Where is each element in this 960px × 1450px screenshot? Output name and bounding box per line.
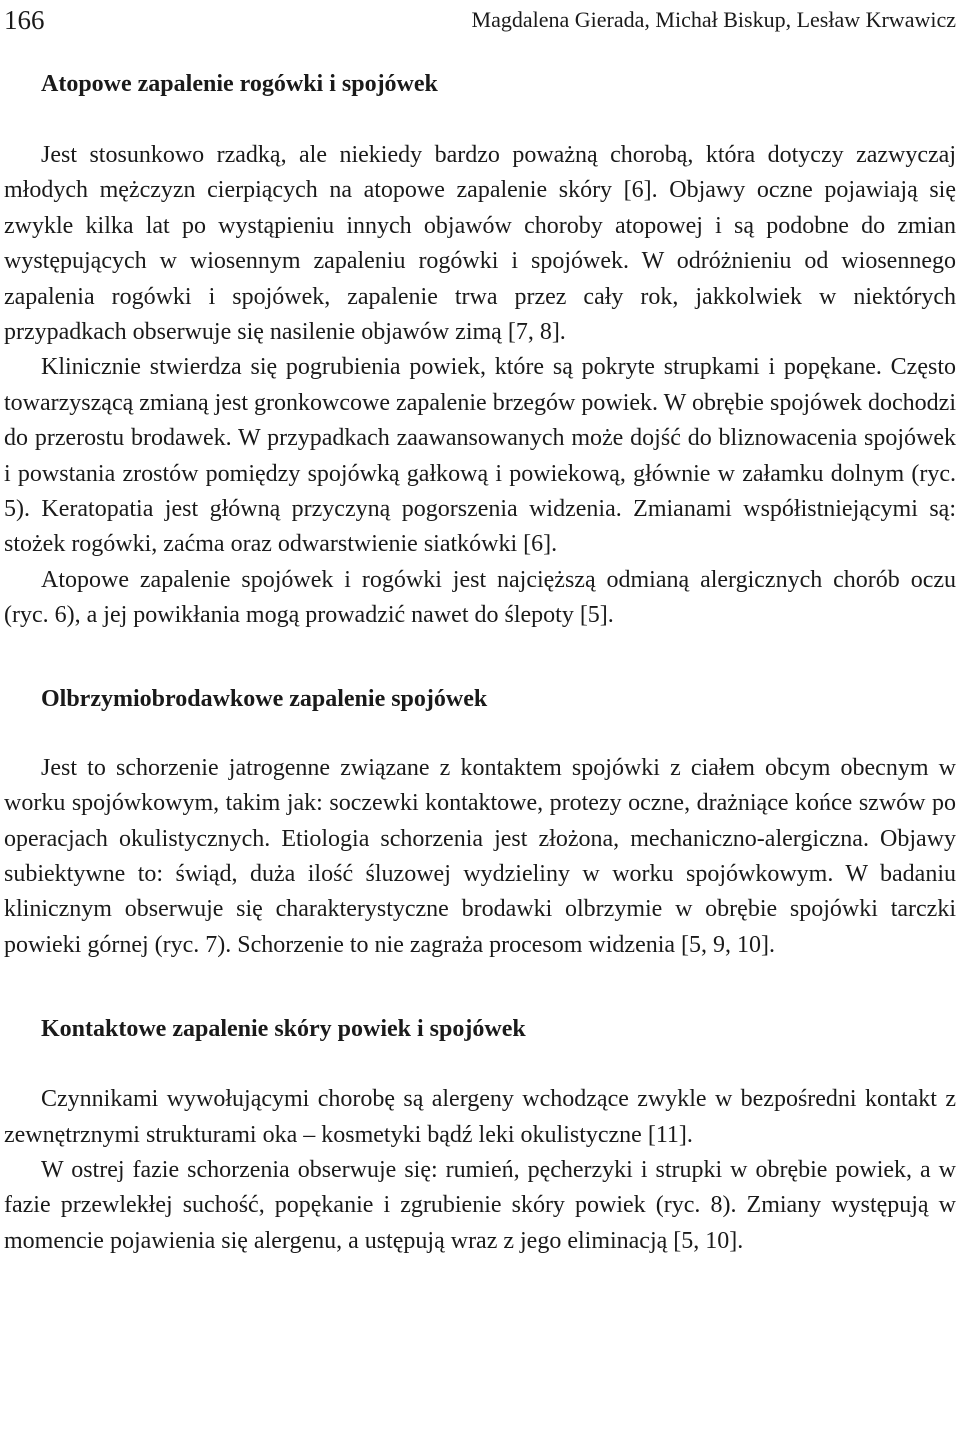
paragraph: Klinicznie stwierdza się pogrubienia powiek, które są pokryte strupkami i popękane. Często towarzyszącą zmianą jest gronkowcowe zapalenie brzegów powiek. W obrębie spojówek dochodzi do przerostu brodawek. W przypadkach zaawansowanych może dojść do bliznowacenia spojówek i powstania zrostów pomiędzy spojówką gałkową i powiekową, głównie w załamku dolnym (ryc. 5). Keratopatia jest główną przyczyną pogorszenia widzenia. Zmianami współistniejącymi są: stożek rogówki, zaćma oraz odwarstwienie siatkówki [6].: [4, 354, 956, 558]
paragraph: Jest stosunkowo rzadką, ale niekiedy bardzo poważną chorobą, która dotyczy zazwyczaj młodych mężczyzn cierpiących na atopowe zapalenie skóry [6]. Objawy oczne pojawiają się zwykle kilka lat po wystąpieniu innych objawów choroby atopowej i są podobne do zmian występujących w wiosennym zapaleniu rogówki i spojówek. W odróżnieniu od wiosennego zapalenia rogówki i spojówek, zapalenie trwa przez cały rok, jakkolwiek w niektórych przypadkach obserwuje się nasilenie objawów zimą [7, 8].: [4, 142, 956, 346]
running-header: [4, 0, 956, 48]
paragraph: Jest to schorzenie jatrogenne związane z kontaktem spojówki z ciałem obcym obecnym w worku spojówkowym, takim jak: soczewki kontaktowe, protezy oczne, drażniące końce szwów po operacjach okulistycznych. Etiologia schorzenia jest złożona, mechaniczno-alergiczna. Objawy subiektywne to: świąd, duża ilość śluzowej wydzieliny w worku spojówkowym. W badaniu klinicznym obserwuje się charakterystyczne brodawki olbrzymie w obrębie spojówki tarczki powieki górnej (ryc. 7). Schorzenie to nie zagraża procesom widzenia [5, 9, 10].: [4, 754, 956, 958]
paragraph: Atopowe zapalenie spojówek i rogówki jest najcięższą odmianą alergicznych chorób oczu (ryc. 6), a jej powikłania mogą prowadzić nawet do ślepoty [5].: [4, 566, 956, 629]
paragraph: Czynnikami wywołującymi chorobę są alergeny wchodzące zwykle w bezpośredni kontakt z zewnętrznymi strukturami oka – kosmetyki bądź leki okulistyczne [11].: [4, 1086, 956, 1148]
section-heading-olbrzymiobrodawkowe: Olbrzymiobrodawkowe zapalenie spojówek: [41, 685, 488, 712]
document-page: [4, 0, 956, 1259]
section-heading-kontaktowe: Kontaktowe zapalenie skóry powiek i spojówek: [41, 1016, 526, 1043]
page-number: 166: [4, 5, 45, 35]
paragraph: W ostrej fazie schorzenia obserwuje się: rumień, pęcherzyki i strupki w obrębie powiek, a w fazie przewlekłej suchość, popękanie i zgrubienie skóry powiek (ryc. 8). Zmiany występują w momencie pojawienia się alergenu, a ustępują wraz z jego eliminacją [5, 10].: [4, 1156, 956, 1254]
section-heading-atopowe: Atopowe zapalenie rogówki i spojówek: [41, 71, 438, 97]
running-header-authors: Magdalena Gierada, Michał Biskup, Lesław Krwawicz: [471, 7, 956, 32]
